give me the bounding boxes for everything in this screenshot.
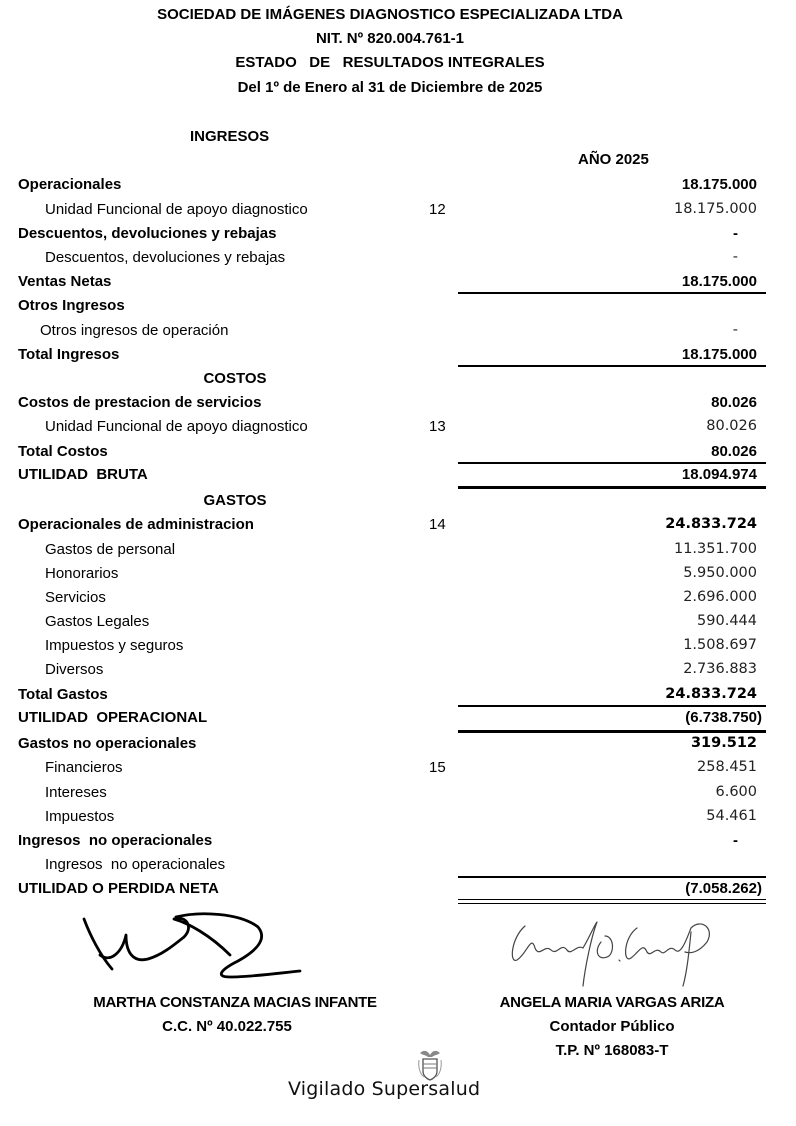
underline-thick <box>458 486 766 489</box>
row-honorarios <box>0 565 796 589</box>
row-unidad-funcional-costos <box>0 418 796 442</box>
row-label: Total Ingresos <box>18 346 120 363</box>
row-value: 18.175.000 <box>681 273 757 290</box>
row-value: 24.833.724 <box>665 686 757 702</box>
row-financieros <box>0 759 796 783</box>
row-value: 18.175.000 <box>681 176 757 193</box>
row-value: 18.175.000 <box>673 201 757 217</box>
row-value: 1.508.697 <box>683 637 757 653</box>
row-value: - <box>733 832 738 849</box>
row-descuentos <box>0 225 796 249</box>
row-servicios <box>0 589 796 613</box>
row-note: 13 <box>429 418 446 435</box>
row-otros-ingresos <box>0 297 796 321</box>
row-value: 80.026 <box>711 394 757 411</box>
row-diversos <box>0 661 796 685</box>
row-label: Impuestos <box>45 808 115 825</box>
row-label: Ventas Netas <box>18 273 112 290</box>
row-note: 15 <box>429 759 446 776</box>
row-impuestos <box>0 808 796 832</box>
section-gastos: GASTOS <box>203 492 267 509</box>
row-label: UTILIDAD BRUTA <box>18 466 148 483</box>
statement-period: Del 1º de Enero al 31 de Diciembre de 2025 <box>237 79 543 96</box>
row-label: Financieros <box>45 759 123 776</box>
row-value: (6.738.750) <box>685 709 762 726</box>
row-label: Total Gastos <box>18 686 108 703</box>
underline <box>458 365 766 367</box>
underline <box>458 292 766 294</box>
row-value: 18.094.974 <box>681 466 757 483</box>
row-label: Gastos de personal <box>45 541 176 558</box>
row-label: Ingresos no operacionales <box>18 832 213 849</box>
row-label: Ingresos no operacionales <box>45 856 226 873</box>
row-label: Intereses <box>45 784 107 801</box>
row-gastos-no-operacionales <box>0 735 796 759</box>
signer-left-id: C.C. Nº 40.022.755 <box>162 1018 292 1035</box>
row-impuestos-seguros <box>0 637 796 661</box>
row-label: Gastos no operacionales <box>18 735 197 752</box>
row-gastos-personal <box>0 541 796 565</box>
row-label: Diversos <box>45 661 104 678</box>
company-nit: NIT. Nº 820.004.761-1 <box>315 30 465 47</box>
row-value: 54.461 <box>706 808 757 824</box>
row-descuentos-detalle <box>0 249 796 273</box>
row-gastos-legales <box>0 613 796 637</box>
statement-title: ESTADO DE RESULTADOS INTEGRALES <box>235 54 545 71</box>
coat-of-arms-icon <box>414 1047 446 1081</box>
row-label: Total Costos <box>18 443 108 460</box>
row-label: Descuentos, devoluciones y rebajas <box>18 225 277 242</box>
row-label: Gastos Legales <box>45 613 150 630</box>
row-label: Costos de prestacion de servicios <box>18 394 262 411</box>
row-value: 24.833.724 <box>665 516 757 532</box>
row-value: 80.026 <box>706 418 757 434</box>
signer-right-role: Contador Público <box>549 1018 675 1035</box>
section-costos: COSTOS <box>203 370 267 387</box>
row-label: Servicios <box>45 589 106 606</box>
signer-right-name: ANGELA MARIA VARGAS ARIZA <box>499 994 725 1011</box>
row-label: Otros ingresos de operación <box>40 322 229 339</box>
row-value: 2.696.000 <box>683 589 757 605</box>
underline <box>458 462 766 464</box>
section-ingresos: INGRESOS <box>190 128 270 145</box>
double-underline <box>458 899 766 904</box>
row-label: UTILIDAD O PERDIDA NETA <box>18 880 219 897</box>
row-value: 18.175.000 <box>681 346 757 363</box>
row-costos-prestacion <box>0 394 796 418</box>
row-value: - <box>732 322 738 338</box>
row-note: 12 <box>429 201 446 218</box>
signature-right <box>505 908 725 988</box>
row-value: 319.512 <box>690 735 757 751</box>
row-value: 80.026 <box>711 443 757 460</box>
row-value: 258.451 <box>697 759 757 775</box>
signer-left-name: MARTHA CONSTANZA MACIAS INFANTE <box>93 994 377 1011</box>
row-value: 6.600 <box>715 784 757 800</box>
row-value: 5.950.000 <box>683 565 757 581</box>
underline <box>458 705 766 707</box>
row-value: 11.351.700 <box>673 541 757 557</box>
row-label: UTILIDAD OPERACIONAL <box>18 709 208 726</box>
signature-left <box>70 905 310 985</box>
row-value: (7.058.262) <box>685 880 762 897</box>
underline <box>458 876 766 878</box>
row-label: Unidad Funcional de apoyo diagnostico <box>45 418 308 435</box>
row-unidad-funcional-ingresos <box>0 201 796 225</box>
column-header-year: AÑO 2025 <box>578 151 649 168</box>
row-value: - <box>732 249 738 265</box>
row-label: Descuentos, devoluciones y rebajas <box>45 249 286 266</box>
row-ingresos-no-operacionales <box>0 832 796 856</box>
row-label: Impuestos y seguros <box>45 637 184 654</box>
row-value: - <box>733 225 738 242</box>
row-value: 2.736.883 <box>683 661 757 677</box>
row-label: Otros Ingresos <box>18 297 125 314</box>
company-name: SOCIEDAD DE IMÁGENES DIAGNOSTICO ESPECIALIZADA LTDA <box>157 6 623 23</box>
underline-thick <box>458 730 766 733</box>
row-operacionales-administracion <box>0 516 796 540</box>
row-label: Unidad Funcional de apoyo diagnostico <box>45 201 308 218</box>
row-value: 590.444 <box>697 613 757 629</box>
signer-right-id: T.P. Nº 168083-T <box>555 1042 669 1059</box>
row-operacionales <box>0 176 796 200</box>
row-label: Operacionales de administracion <box>18 516 254 533</box>
row-label: Operacionales <box>18 176 122 193</box>
row-otros-ingresos-operacion <box>0 322 796 346</box>
row-label: Honorarios <box>45 565 119 582</box>
supersalud-logo-text: Vigilado Supersalud <box>288 1078 481 1100</box>
row-note: 14 <box>429 516 446 533</box>
row-intereses <box>0 784 796 808</box>
